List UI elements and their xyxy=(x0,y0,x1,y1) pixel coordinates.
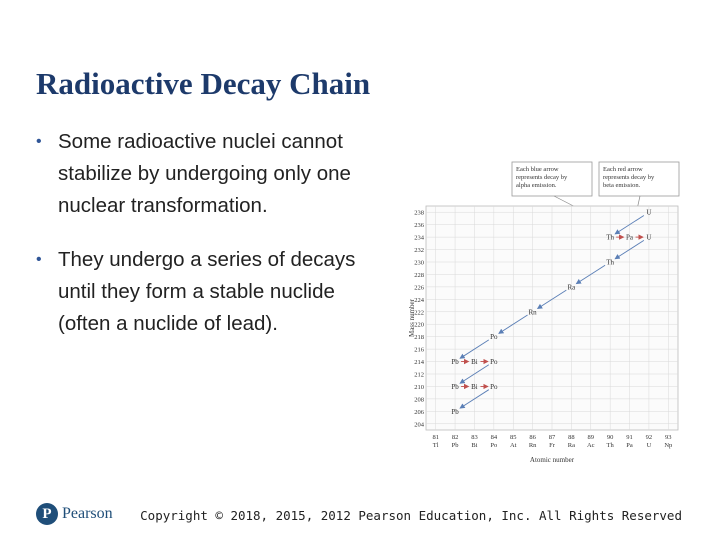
x-axis-label: Atomic number xyxy=(529,456,575,464)
x-tick-symbol: Rn xyxy=(528,442,537,449)
x-tick-number: 82 xyxy=(451,434,459,441)
nuclide-label: U xyxy=(646,208,652,217)
y-tick-label: 236 xyxy=(414,222,424,230)
x-tick-number: 81 xyxy=(432,434,439,441)
x-tick-symbol: At xyxy=(509,442,517,449)
y-tick-label: 210 xyxy=(414,383,424,391)
x-tick-number: 84 xyxy=(490,434,498,441)
slide-title: Radioactive Decay Chain xyxy=(36,66,371,101)
nuclide-label: Th xyxy=(606,233,615,242)
nuclide-label: Th xyxy=(606,258,615,267)
y-tick-label: 204 xyxy=(414,421,424,429)
nuclide-label: Bi xyxy=(471,358,478,367)
nuclide-label: Bi xyxy=(471,382,478,391)
x-tick-number: 85 xyxy=(509,434,517,441)
x-tick-symbol: U xyxy=(646,442,652,449)
callout-beta-line: beta emission. xyxy=(603,182,641,189)
x-tick-number: 89 xyxy=(587,434,595,441)
y-tick-label: 216 xyxy=(414,346,424,354)
nuclide-label: Po xyxy=(490,358,498,367)
x-tick-symbol: Np xyxy=(664,442,673,449)
x-tick-number: 86 xyxy=(529,434,536,441)
y-tick-label: 224 xyxy=(414,296,424,304)
x-tick-symbol: Pb xyxy=(451,442,459,449)
y-tick-label: 220 xyxy=(414,321,424,329)
x-tick-symbol: Po xyxy=(490,442,498,449)
y-tick-label: 232 xyxy=(414,247,424,255)
x-tick-symbol: Th xyxy=(606,442,614,449)
callout-beta-line: represents decay by xyxy=(603,174,655,181)
x-tick-symbol: Fr xyxy=(549,442,555,449)
x-tick-number: 87 xyxy=(548,434,556,441)
y-tick-label: 208 xyxy=(414,396,424,404)
nuclide-label: Po xyxy=(490,333,498,342)
bullet-list xyxy=(36,126,366,362)
y-tick-label: 206 xyxy=(414,408,424,416)
callout-alpha-line: alpha emission. xyxy=(516,182,557,189)
decay-chain-figure xyxy=(404,160,694,470)
y-axis-label: Mass number xyxy=(408,299,416,337)
bullet-text: They undergo a series of decays until they form a stable nuclide (often a nuclide of lead). xyxy=(58,248,356,335)
x-tick-symbol: Tl xyxy=(432,442,439,449)
x-tick-symbol: Pa xyxy=(626,442,633,449)
x-tick-symbol: Bi xyxy=(471,442,478,449)
x-tick-number: 88 xyxy=(568,434,575,441)
x-tick-number: 93 xyxy=(665,434,672,441)
y-tick-label: 212 xyxy=(414,371,424,379)
nuclide-label: Pb xyxy=(451,382,459,391)
pearson-logo-mark: P xyxy=(36,503,58,525)
x-tick-number: 83 xyxy=(471,434,478,441)
nuclide-label: Pa xyxy=(626,233,634,242)
nuclide-label: Pb xyxy=(451,358,459,367)
nuclide-label: Ra xyxy=(567,283,576,292)
callout-beta-line: Each red arrow xyxy=(603,166,643,173)
y-tick-label: 238 xyxy=(414,209,424,217)
x-tick-symbol: Ac xyxy=(586,442,595,449)
pearson-logo-word: Pearson xyxy=(62,505,113,522)
x-tick-number: 92 xyxy=(645,434,653,441)
bullet-text: Some radioactive nuclei cannot stabilize by undergoing only one nuclear transformation. xyxy=(58,130,351,217)
x-tick-symbol: Ra xyxy=(567,442,576,449)
x-tick-number: 91 xyxy=(626,434,633,441)
y-tick-label: 226 xyxy=(414,284,424,292)
y-tick-label: 222 xyxy=(414,309,424,317)
x-tick-number: 90 xyxy=(606,434,614,441)
y-tick-label: 234 xyxy=(414,234,424,242)
bullet-glyph: • xyxy=(36,251,42,268)
pearson-logo xyxy=(36,502,113,526)
y-tick-label: 230 xyxy=(414,259,424,267)
nuclide-label: Rn xyxy=(528,308,537,317)
bullet-glyph: • xyxy=(36,133,42,150)
bullet-item xyxy=(36,244,366,340)
nuclide-label: U xyxy=(646,233,652,242)
bullet-item xyxy=(36,126,366,222)
callout-alpha-line: Each blue arrow xyxy=(516,166,559,173)
nuclide-label: Pb xyxy=(451,407,459,416)
y-tick-label: 218 xyxy=(414,334,424,342)
y-tick-label: 228 xyxy=(414,271,424,279)
y-tick-label: 214 xyxy=(414,359,424,367)
copyright-notice: Copyright © 2018, 2015, 2012 Pearson Education, Inc. All Rights Reserved xyxy=(140,508,682,523)
callout-alpha-line: represents decay by xyxy=(516,174,568,181)
nuclide-label: Po xyxy=(490,382,498,391)
